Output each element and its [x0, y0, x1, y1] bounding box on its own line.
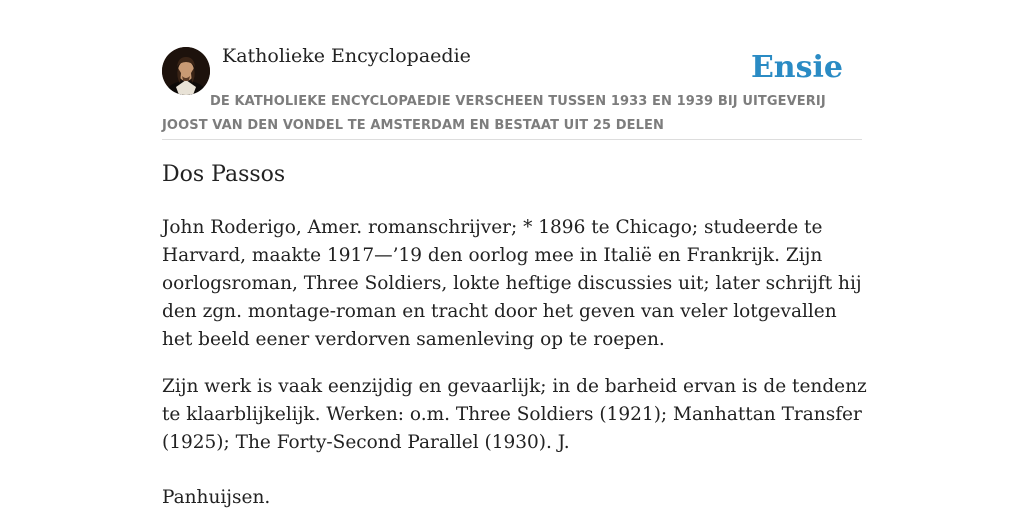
entry-body — [162, 214, 867, 512]
brand-logo[interactable]: Ensie — [750, 50, 843, 85]
portrait-avatar-icon[interactable] — [162, 47, 210, 95]
entry-author: Panhuijsen. — [162, 487, 271, 508]
source-title[interactable]: Katholieke Encyclopaedie — [222, 45, 471, 67]
header-divider — [162, 139, 862, 140]
entry-paragraph: Zijn werk is vaak eenzijdig en gevaarlijk; in de barheid ervan is de tendenz te klaarblijkelijk. Werken: o.m. Three Soldiers (1921); Manhattan Transfer (1925); The Forty-Second Parallel (1930). J. — [162, 376, 867, 453]
source-description: DE KATHOLIEKE ENCYCLOPAEDIE VERSCHEEN TUSSEN 1933 EN 1939 BIJ UITGEVERIJ JOOST VAN DEN VONDEL TE AMSTERDAM EN BESTAAT UIT 25 DELEN — [162, 94, 826, 133]
entry-paragraph: John Roderigo, Amer. romanschrijver; * 1896 te Chicago; studeerde te Harvard, maakte 1917—’19 den oorlog mee in Italië en Frankrijk. Zijn oorlogsroman, Three Soldiers, lokte heftige discussies uit; later schrijft hij den zgn. montage-roman en tracht door het geven van veler lotgevallen het beeld eener verdorven samenleving op te roepen. — [162, 217, 862, 350]
entry-title: Dos Passos — [162, 162, 286, 187]
